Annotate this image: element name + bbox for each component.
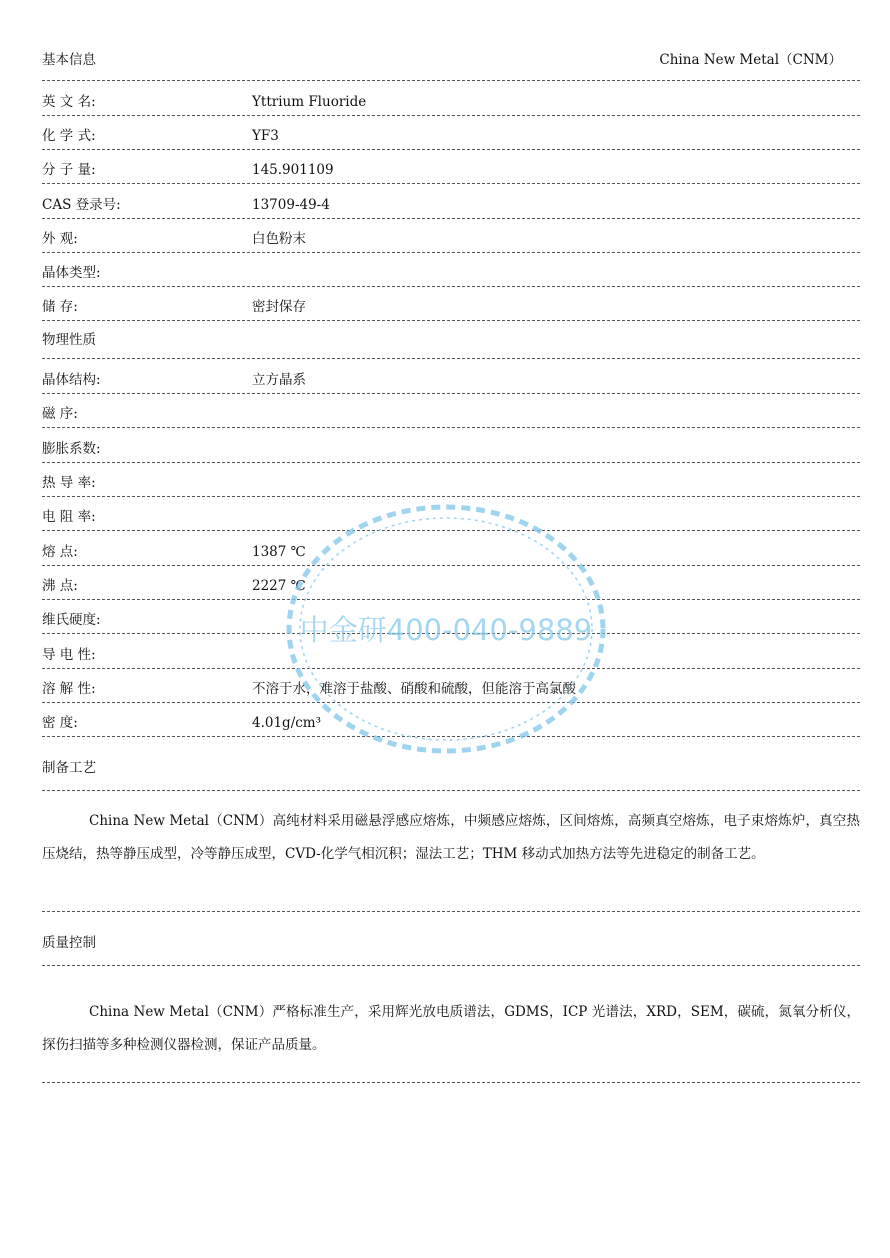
label-thermal-conductivity: 热 导 率: [42, 475, 96, 491]
divider [42, 320, 860, 321]
label-resistivity: 电 阻 率: [42, 509, 96, 525]
divider [42, 286, 860, 287]
divider [42, 252, 860, 253]
label-melting-point: 熔 点: [42, 544, 78, 560]
divider [42, 736, 860, 737]
physical-section-title: 物理性质 [42, 332, 96, 348]
label-storage: 储 存: [42, 299, 78, 315]
divider [42, 633, 860, 634]
value-appearance: 白色粉末 [252, 231, 306, 247]
label-molecular-weight: 分 子 量: [42, 162, 96, 178]
label-appearance: 外 观: [42, 231, 78, 247]
label-vickers-hardness: 维氏硬度: [42, 612, 101, 628]
value-boiling-point: 2227 ℃ [252, 578, 306, 594]
divider [42, 218, 860, 219]
divider [42, 115, 860, 116]
divider [42, 965, 860, 966]
divider [42, 530, 860, 531]
label-density: 密 度: [42, 715, 78, 731]
divider [42, 599, 860, 600]
watermark-stamp [285, 503, 607, 755]
label-english-name: 英 文 名: [42, 94, 96, 110]
preparation-paragraph: China New Metal（CNM）高纯材料采用磁悬浮感应熔炼，中频感应熔炼，区间熔炼，高频真空熔炼，电子束熔炼炉，真空热压烧结，热等静压成型，冷等静压成型，CVD-化学气相沉积；湿法工艺；THM 移动式加热方法等先进稳定的制备工艺。 [42, 813, 860, 862]
divider [42, 565, 860, 566]
value-crystal-structure: 立方晶系 [252, 372, 306, 388]
value-solubility: 不溶于水，难溶于盐酸、硝酸和硫酸，但能溶于高氯酸 [252, 681, 576, 697]
divider [42, 80, 860, 81]
divider [42, 149, 860, 150]
watermark-outer-ring [289, 507, 603, 751]
divider [42, 393, 860, 394]
label-formula: 化 学 式: [42, 128, 96, 144]
label-crystal-structure: 晶体结构: [42, 372, 101, 388]
watermark-text: 中金研400-040-9889 [299, 613, 593, 647]
quality-section-title: 质量控制 [42, 935, 96, 951]
label-solubility: 溶 解 性: [42, 681, 96, 697]
value-english-name: Yttrium Fluoride [252, 94, 367, 110]
watermark-inner-ring [300, 518, 592, 740]
label-conductivity: 导 电 性: [42, 647, 96, 663]
label-boiling-point: 沸 点: [42, 578, 78, 594]
divider [42, 911, 860, 912]
divider [42, 358, 860, 359]
basic-info-section-title: 基本信息 [42, 52, 96, 68]
divider [42, 668, 860, 669]
value-cas: 13709-49-4 [252, 197, 330, 213]
preparation-section-title: 制备工艺 [42, 760, 96, 776]
label-crystal-type: 晶体类型: [42, 265, 101, 281]
quality-paragraph: China New Metal（CNM）严格标准生产，采用辉光放电质谱法，GDMS，ICP 光谱法，XRD，SEM，碳硫，氮氧分析仪，探伤扫描等多种检测仪器检测，保证产品质量。 [42, 1004, 860, 1053]
divider [42, 427, 860, 428]
divider [42, 183, 860, 184]
value-formula: YF3 [252, 128, 279, 144]
company-name: China New Metal（CNM） [659, 52, 842, 68]
value-molecular-weight: 145.901109 [252, 162, 334, 178]
divider [42, 702, 860, 703]
label-cas: CAS 登录号: [42, 197, 121, 213]
value-storage: 密封保存 [252, 299, 306, 315]
divider [42, 496, 860, 497]
value-density: 4.01g/cm³ [252, 715, 322, 731]
divider [42, 1082, 860, 1083]
divider [42, 790, 860, 791]
value-melting-point: 1387 ℃ [252, 544, 306, 560]
label-magnetic-order: 磁 序: [42, 406, 78, 422]
label-expansion-coefficient: 膨胀系数: [42, 441, 101, 457]
divider [42, 462, 860, 463]
